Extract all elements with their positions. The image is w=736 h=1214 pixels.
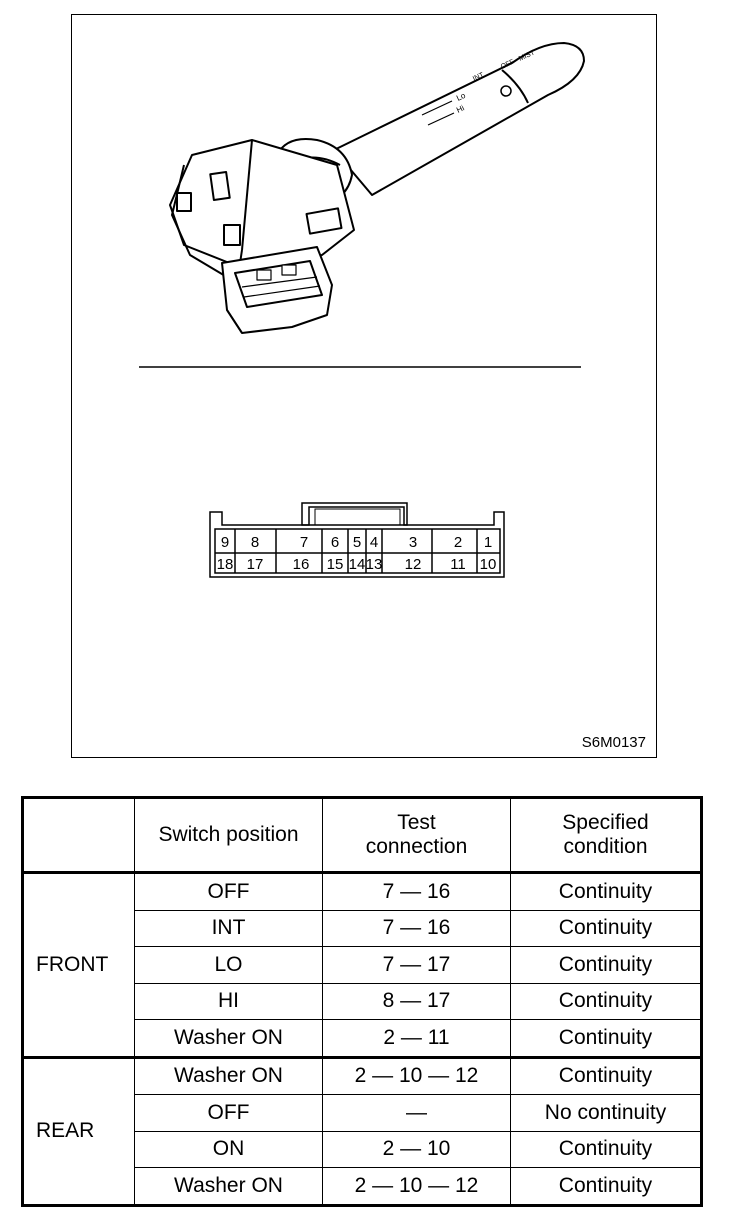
test-connection: 7 — 16 (323, 910, 511, 947)
specified-condition: Continuity (511, 947, 702, 984)
test-connection: 7 — 16 (323, 873, 511, 911)
header-switch-position: Switch position (135, 798, 323, 873)
test-connection: 2 — 10 — 12 (323, 1168, 511, 1206)
switch-position: OFF (135, 873, 323, 911)
header-test-connection: Test connection (323, 798, 511, 873)
marking-hi: Hi (455, 103, 466, 115)
pin-1: 1 (483, 534, 493, 551)
test-connection: 8 — 17 (323, 983, 511, 1020)
header-group (23, 798, 135, 873)
pin-15: 15 (326, 556, 344, 573)
pin-8: 8 (250, 534, 260, 551)
specified-condition: Continuity (511, 1020, 702, 1058)
specified-condition: No continuity (511, 1095, 702, 1132)
inspection-table (21, 796, 703, 1207)
test-connection: 2 — 10 — 12 (323, 1057, 511, 1095)
group-rear: REAR (23, 1057, 135, 1205)
pin-6: 6 (330, 534, 340, 551)
figure-id: S6M0137 (581, 734, 646, 751)
table-row (23, 873, 702, 911)
test-connection: 7 — 17 (323, 947, 511, 984)
test-connection: 2 — 10 (323, 1131, 511, 1168)
test-connection: — (323, 1095, 511, 1132)
switch-position: INT (135, 910, 323, 947)
pin-3: 3 (408, 534, 418, 551)
specified-condition: Continuity (511, 910, 702, 947)
specified-condition: Continuity (511, 983, 702, 1020)
pin-18: 18 (216, 556, 234, 573)
table-header-row (23, 798, 702, 873)
pin-17: 17 (246, 556, 264, 573)
header-specified-condition: Specified condition (511, 798, 702, 873)
specified-condition: Continuity (511, 1057, 702, 1095)
pin-16: 16 (292, 556, 310, 573)
switch-position: HI (135, 983, 323, 1020)
specified-condition: Continuity (511, 873, 702, 911)
marking-off: OFF (499, 58, 516, 71)
pin-9: 9 (220, 534, 230, 551)
pin-5: 5 (352, 534, 362, 551)
table-row (23, 1057, 702, 1095)
marking-int: INT (471, 71, 486, 83)
marking-mist: MIST (517, 49, 537, 63)
pin-13: 13 (365, 556, 383, 573)
pin-7: 7 (299, 534, 309, 551)
test-connection: 2 — 11 (323, 1020, 511, 1058)
pin-12: 12 (404, 556, 422, 573)
switch-position: ON (135, 1131, 323, 1168)
pin-11: 11 (450, 556, 466, 573)
specified-condition: Continuity (511, 1131, 702, 1168)
pin-2: 2 (453, 534, 463, 551)
figure-drawing (72, 15, 658, 759)
pin-4: 4 (369, 534, 379, 551)
switch-position: Washer ON (135, 1057, 323, 1095)
specified-condition: Continuity (511, 1168, 702, 1206)
pin-10: 10 (479, 556, 497, 573)
pin-14: 14 (348, 556, 366, 573)
switch-position: Washer ON (135, 1020, 323, 1058)
switch-position: LO (135, 947, 323, 984)
wiper-switch-illustration (170, 43, 584, 333)
group-front: FRONT (23, 873, 135, 1058)
marking-lo: Lo (455, 90, 467, 103)
figure-panel (71, 14, 657, 758)
switch-position: Washer ON (135, 1168, 323, 1206)
switch-position: OFF (135, 1095, 323, 1132)
